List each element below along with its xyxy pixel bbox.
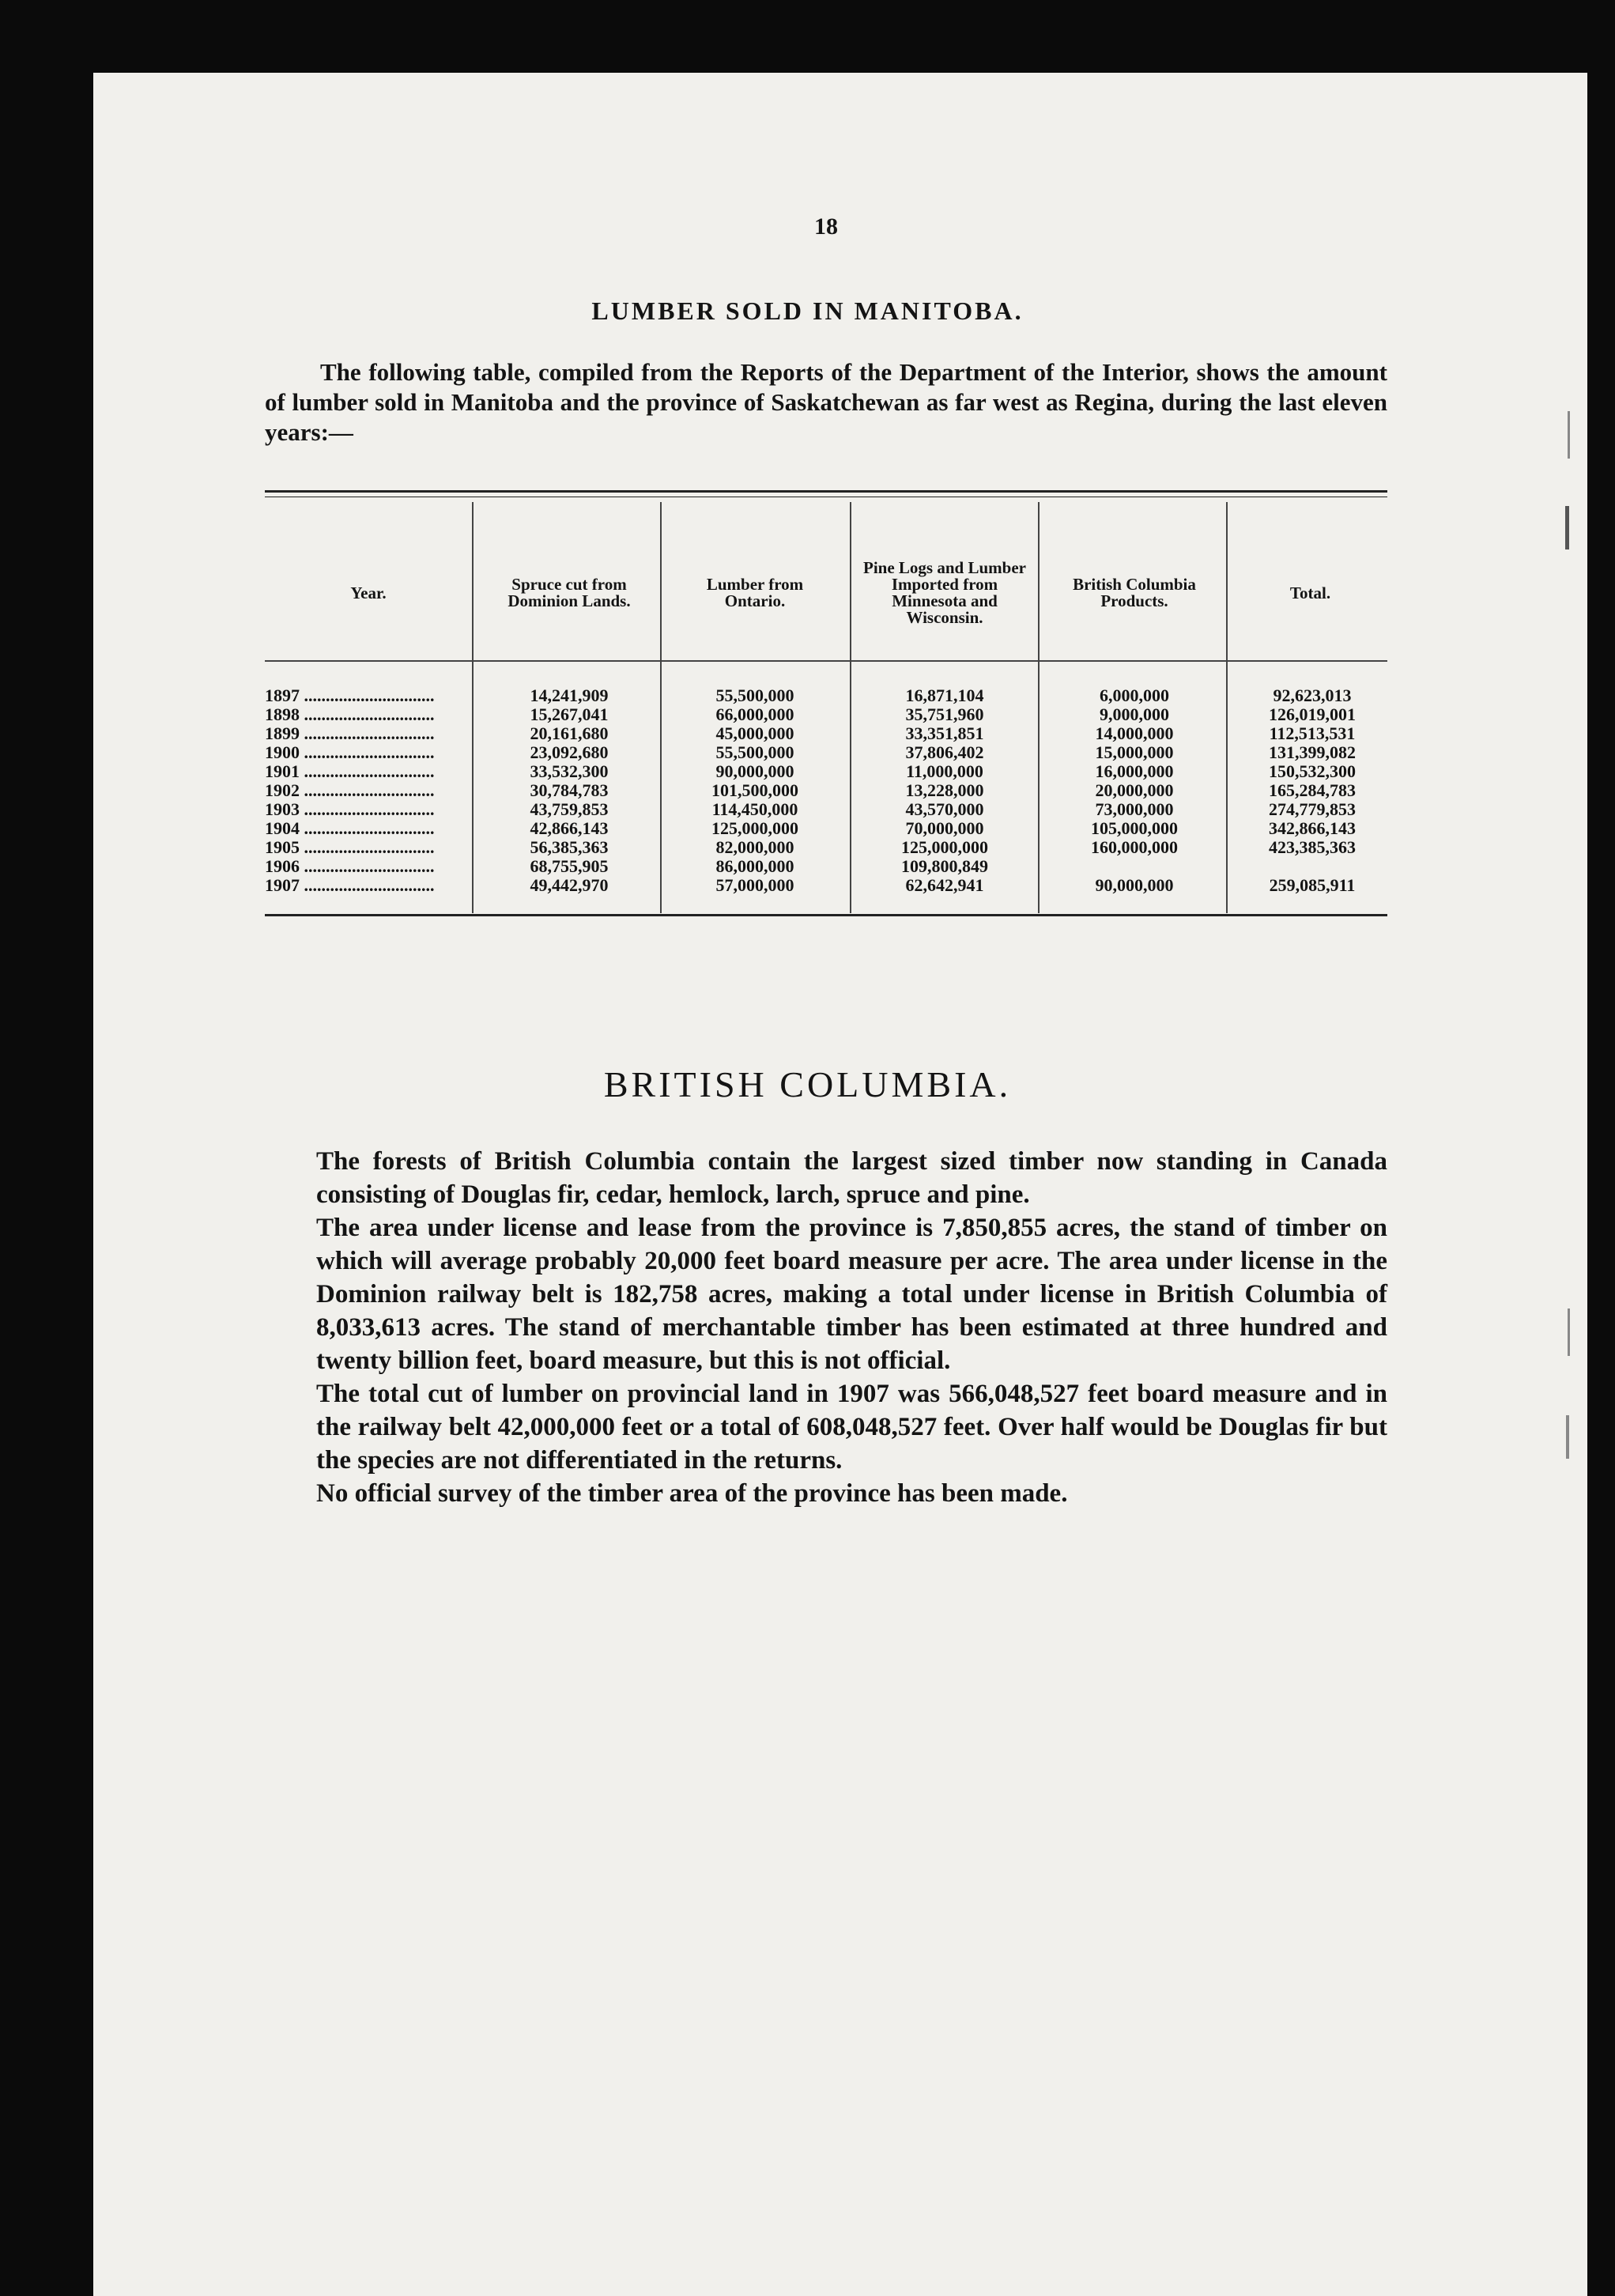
cell-bc: 9,000,000 bbox=[1100, 704, 1169, 724]
page-number: 18 bbox=[814, 213, 838, 240]
bc-paragraph: No official survey of the timber area of the province has been made. bbox=[316, 1479, 1068, 1508]
bc-paragraph: The area under license and lease from the province is 7,850,855 acres, the stand of timber on which will average probably 20,000 feet board measure per acre. The area under license in the Dominion railway belt is 182,758 acres, making a total under license in British Columbia of 8,033,613 acres. The stand of merchantable timber has been estimated at three hundred and twenty billion feet, board measure, but this is not official. bbox=[316, 1214, 1387, 1375]
cell-year: 1898 .............................. bbox=[265, 704, 435, 724]
lumber-section-title: LUMBER SOLD IN MANITOBA. bbox=[591, 296, 1024, 325]
table-row bbox=[265, 723, 1387, 742]
table-top-rule bbox=[265, 490, 1387, 493]
cell-year: 1902 .............................. bbox=[265, 780, 435, 800]
cell-ontario: 66,000,000 bbox=[715, 704, 794, 724]
cell-total: 150,532,300 bbox=[1269, 761, 1356, 781]
cell-spruce: 56,385,363 bbox=[530, 837, 609, 857]
table-row bbox=[265, 704, 1387, 723]
cell-year: 1897 .............................. bbox=[265, 685, 435, 705]
cell-spruce: 30,784,783 bbox=[530, 780, 609, 800]
cell-pine: 70,000,000 bbox=[905, 818, 984, 838]
cell-year: 1905 .............................. bbox=[265, 837, 435, 857]
cell-year: 1907 .............................. bbox=[265, 875, 435, 895]
cell-spruce: 68,755,905 bbox=[530, 856, 609, 876]
cell-total: 342,866,143 bbox=[1269, 818, 1356, 838]
header-ontario: Lumber from Ontario. bbox=[706, 575, 804, 610]
bc-body bbox=[316, 1145, 1387, 1510]
cell-total: 112,513,531 bbox=[1269, 723, 1356, 743]
cell-spruce: 33,532,300 bbox=[530, 761, 609, 781]
header-divider bbox=[265, 660, 1387, 662]
bc-paragraph: The total cut of lumber on provincial land in 1907 was 566,048,527 feet board measure and in the railway belt 42,000,000 feet or a total of 608,048,527 feet. Over half would be Douglas fir but the species are not differentiated in the returns. bbox=[316, 1380, 1387, 1475]
bc-paragraph: The forests of British Columbia contain the largest sized timber now standing in Canada consisting of Douglas fir, cedar, hemlock, larch, spruce and pine. bbox=[316, 1147, 1387, 1209]
cell-total: 126,019,001 bbox=[1269, 704, 1356, 724]
cell-spruce: 20,161,680 bbox=[530, 723, 609, 743]
cell-spruce: 14,241,909 bbox=[530, 685, 609, 705]
table-row bbox=[265, 875, 1387, 894]
cell-total: 259,085,911 bbox=[1269, 875, 1356, 895]
cell-spruce: 49,442,970 bbox=[530, 875, 609, 895]
cell-bc: 16,000,000 bbox=[1095, 761, 1174, 781]
cell-pine: 33,351,851 bbox=[905, 723, 984, 743]
cell-bc: 6,000,000 bbox=[1100, 685, 1169, 705]
scan-artifact bbox=[1568, 411, 1570, 459]
cell-pine: 109,800,849 bbox=[901, 856, 988, 876]
header-spruce: Spruce cut from Dominion Lands. bbox=[508, 575, 631, 610]
table-row bbox=[265, 837, 1387, 856]
cell-year: 1899 .............................. bbox=[265, 723, 435, 743]
cell-total: 131,399,082 bbox=[1269, 742, 1356, 762]
cell-pine: 125,000,000 bbox=[901, 837, 988, 857]
lumber-intro-paragraph: The following table, compiled from the Reports of the Department of the Interior, shows the amount of lumber sold in Manitoba and the province of Saskatchewan as far west as Regina, during the last eleven years:— bbox=[265, 358, 1387, 446]
header-bc: British Columbia Products. bbox=[1073, 575, 1196, 610]
cell-ontario: 114,450,000 bbox=[711, 799, 798, 819]
cell-ontario: 86,000,000 bbox=[715, 856, 794, 876]
cell-ontario: 90,000,000 bbox=[715, 761, 794, 781]
scan-artifact bbox=[1566, 1415, 1569, 1459]
lumber-table bbox=[265, 502, 1387, 913]
header-pine: Pine Logs and Lumber Imported from Minnesota and Wisconsin. bbox=[863, 558, 1026, 627]
cell-total: 274,779,853 bbox=[1269, 799, 1356, 819]
header-year: Year. bbox=[350, 583, 387, 602]
header-total: Total. bbox=[1289, 583, 1331, 602]
bc-section-title: BRITISH COLUMBIA. bbox=[603, 1064, 1012, 1105]
table-row bbox=[265, 799, 1387, 818]
cell-bc: 160,000,000 bbox=[1091, 837, 1178, 857]
cell-total: 165,284,783 bbox=[1269, 780, 1356, 800]
cell-year: 1906 .............................. bbox=[265, 856, 435, 876]
table-row bbox=[265, 761, 1387, 780]
cell-year: 1900 .............................. bbox=[265, 742, 435, 762]
cell-ontario: 55,500,000 bbox=[715, 685, 794, 705]
cell-pine: 62,642,941 bbox=[905, 875, 984, 895]
cell-bc: 73,000,000 bbox=[1095, 799, 1174, 819]
cell-pine: 37,806,402 bbox=[905, 742, 984, 762]
cell-pine: 43,570,000 bbox=[905, 799, 984, 819]
cell-bc: 20,000,000 bbox=[1095, 780, 1174, 800]
cell-pine: 11,000,000 bbox=[906, 761, 983, 781]
cell-ontario: 57,000,000 bbox=[715, 875, 794, 895]
cell-spruce: 23,092,680 bbox=[530, 742, 609, 762]
cell-ontario: 82,000,000 bbox=[715, 837, 794, 857]
table-row bbox=[265, 856, 1387, 875]
cell-year: 1904 .............................. bbox=[265, 818, 435, 838]
cell-pine: 16,871,104 bbox=[905, 685, 984, 705]
cell-spruce: 42,866,143 bbox=[530, 818, 609, 838]
cell-pine: 13,228,000 bbox=[905, 780, 984, 800]
cell-bc: 14,000,000 bbox=[1095, 723, 1174, 743]
table-row bbox=[265, 742, 1387, 761]
table-bottom-rule bbox=[265, 914, 1387, 916]
cell-spruce: 43,759,853 bbox=[530, 799, 609, 819]
table-row bbox=[265, 685, 1387, 704]
scan-artifact bbox=[1565, 506, 1569, 549]
table-row bbox=[265, 818, 1387, 837]
cell-bc: 15,000,000 bbox=[1095, 742, 1174, 762]
cell-ontario: 45,000,000 bbox=[715, 723, 794, 743]
cell-year: 1903 .............................. bbox=[265, 799, 435, 819]
table-row bbox=[265, 780, 1387, 799]
cell-pine: 35,751,960 bbox=[905, 704, 984, 724]
cell-ontario: 125,000,000 bbox=[711, 818, 798, 838]
cell-bc: 105,000,000 bbox=[1091, 818, 1178, 838]
cell-total: 92,623,013 bbox=[1273, 685, 1352, 705]
cell-ontario: 55,500,000 bbox=[715, 742, 794, 762]
scan-artifact bbox=[1568, 1308, 1570, 1356]
cell-total: 423,385,363 bbox=[1269, 837, 1356, 857]
cell-bc: 90,000,000 bbox=[1095, 875, 1174, 895]
cell-spruce: 15,267,041 bbox=[530, 704, 609, 724]
cell-ontario: 101,500,000 bbox=[711, 780, 798, 800]
cell-year: 1901 .............................. bbox=[265, 761, 435, 781]
